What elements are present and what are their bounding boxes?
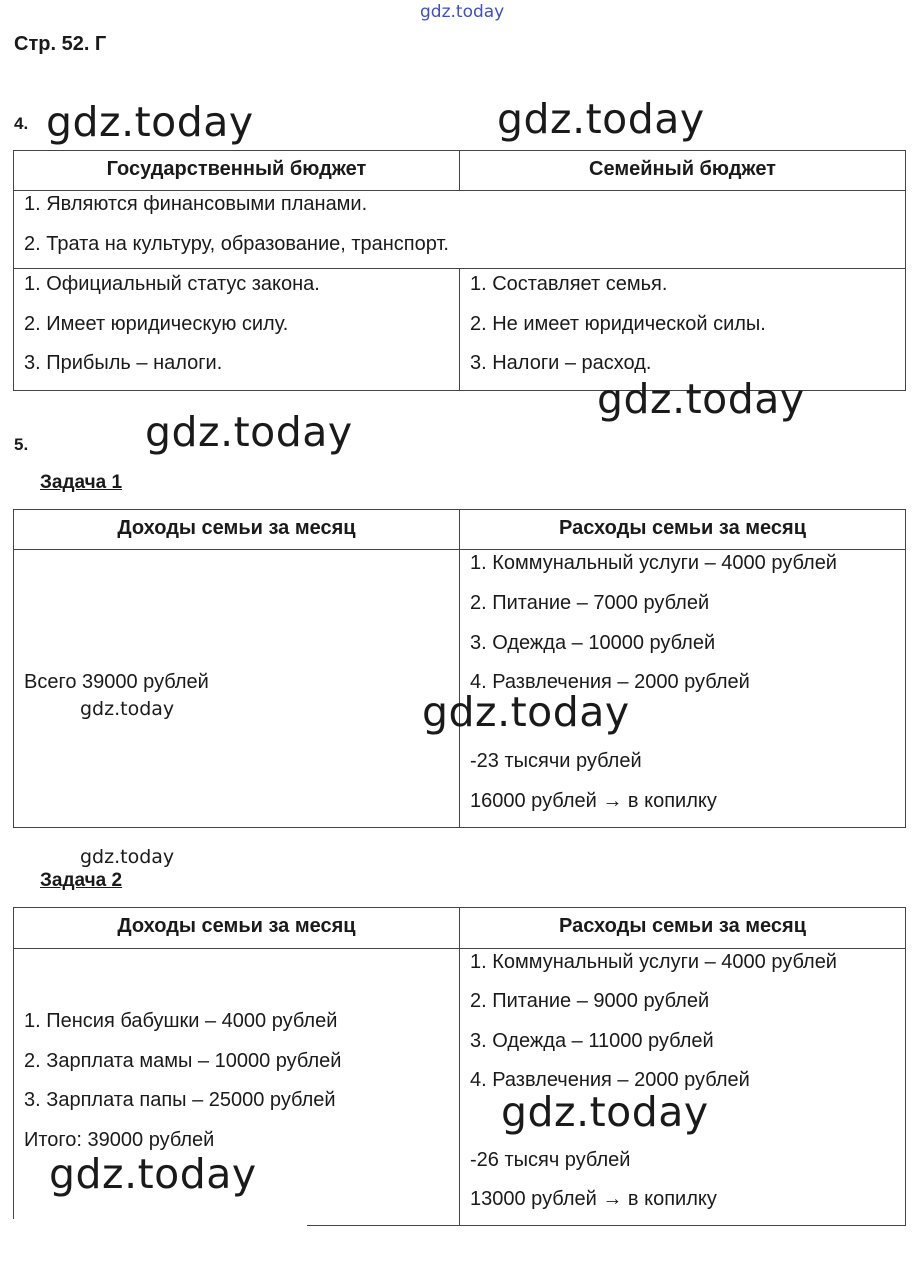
watermark: gdz.today xyxy=(422,688,630,736)
watermark: gdz.today xyxy=(597,375,805,423)
expense-total: -23 тысячи рублей xyxy=(470,750,642,772)
task-5-number: 5. xyxy=(14,435,29,454)
watermark-top[interactable]: gdz.today xyxy=(420,2,505,22)
expense-item: 4. Развлечения – 2000 рублей xyxy=(470,1069,750,1091)
table-header-state-budget: Государственный бюджет xyxy=(106,158,367,180)
table-header-income: Доходы семьи за месяц xyxy=(117,915,356,937)
table-header-family-budget: Семейный бюджет xyxy=(589,158,776,180)
watermark: gdz.today xyxy=(46,98,254,146)
state-budget-item: 2. Имеет юридическую силу. xyxy=(24,313,289,335)
savings: 16000 рублей → в копилку xyxy=(470,790,717,812)
family-budget-item: 3. Налоги – расход. xyxy=(470,352,652,374)
watermark: gdz.today xyxy=(497,95,705,143)
page-reference: Стр. 52. Г xyxy=(14,33,107,55)
watermark: gdz.today xyxy=(49,1150,257,1198)
savings: 13000 рублей → в копилку xyxy=(470,1188,717,1210)
table-header-income: Доходы семьи за месяц xyxy=(117,517,356,539)
expense-item: 4. Развлечения – 2000 рублей xyxy=(470,671,750,693)
expense-item: 3. Одежда – 11000 рублей xyxy=(470,1030,714,1052)
task-4-number: 4. xyxy=(14,114,29,133)
expense-item: 2. Питание – 7000 рублей xyxy=(470,592,710,614)
state-budget-item: 1. Официальный статус закона. xyxy=(24,273,320,295)
state-budget-item: 3. Прибыль – налоги. xyxy=(24,352,223,374)
watermark: gdz.today xyxy=(145,408,353,456)
task-1-title: Задача 1 xyxy=(40,472,123,493)
expense-item: 3. Одежда – 10000 рублей xyxy=(470,632,716,654)
income-total: Итого: 39000 рублей xyxy=(24,1129,215,1151)
expense-item: 1. Коммунальный услуги – 4000 рублей xyxy=(470,552,837,574)
table-header-expenses: Расходы семьи за месяц xyxy=(559,517,806,539)
watermark: gdz.today xyxy=(80,846,175,868)
watermark: gdz.today xyxy=(80,698,175,720)
common-item: 1. Являются финансовыми планами. xyxy=(24,193,368,215)
income-item: 2. Зарплата мамы – 10000 рублей xyxy=(24,1050,342,1072)
watermark: gdz.today xyxy=(501,1088,709,1136)
table-header-expenses: Расходы семьи за месяц xyxy=(559,915,806,937)
expense-item: 2. Питание – 9000 рублей xyxy=(470,990,710,1012)
expense-total: -26 тысяч рублей xyxy=(470,1149,631,1171)
task-2-title: Задача 2 xyxy=(40,870,123,891)
income-item: 1. Пенсия бабушки – 4000 рублей xyxy=(24,1010,338,1032)
family-budget-item: 1. Составляет семья. xyxy=(470,273,668,295)
income-total: Всего 39000 рублей xyxy=(24,671,209,693)
income-item: 3. Зарплата папы – 25000 рублей xyxy=(24,1089,336,1111)
common-item: 2. Трата на культуру, образование, транспорт. xyxy=(24,233,449,255)
expense-item: 1. Коммунальный услуги – 4000 рублей xyxy=(470,951,837,973)
family-budget-item: 2. Не имеет юридической силы. xyxy=(470,313,766,335)
